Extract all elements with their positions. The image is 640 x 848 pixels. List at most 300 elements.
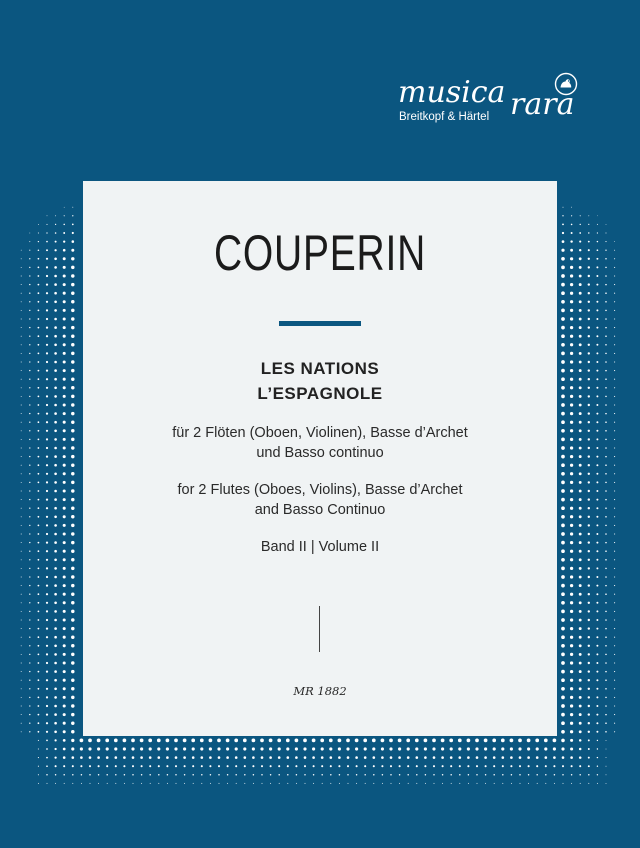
pattern-dot (330, 756, 333, 759)
pattern-dot (485, 783, 486, 784)
pattern-dot (115, 774, 117, 776)
pattern-dot (579, 636, 582, 639)
pattern-dot (71, 395, 74, 398)
pattern-dot (476, 756, 479, 759)
pattern-dot (579, 326, 582, 329)
pattern-dot (484, 756, 487, 759)
pattern-dot (63, 713, 66, 716)
pattern-dot (561, 472, 565, 476)
pattern-dot (570, 730, 573, 733)
pattern-dot (123, 756, 126, 759)
pattern-dot (38, 628, 40, 630)
pattern-dot (131, 739, 135, 743)
pattern-dot (54, 481, 57, 484)
pattern-dot (54, 662, 57, 665)
pattern-dot (459, 774, 461, 776)
pattern-dot (21, 645, 22, 646)
pattern-dot (570, 627, 573, 630)
pattern-dot (63, 730, 66, 733)
pattern-dot (21, 620, 22, 621)
pattern-dot (614, 499, 615, 500)
pattern-dot (561, 266, 565, 270)
pattern-dot (579, 533, 582, 536)
pattern-dot (29, 688, 30, 689)
pattern-dot (21, 284, 22, 285)
pattern-dot (579, 421, 582, 424)
pattern-dot (55, 232, 57, 234)
pattern-dot (21, 577, 22, 578)
pattern-dot (579, 593, 582, 596)
pattern-dot (407, 756, 410, 759)
pattern-dot (21, 413, 22, 414)
pattern-dot (46, 542, 48, 544)
pattern-dot (606, 783, 607, 784)
pattern-dot (381, 765, 383, 767)
pattern-dot (71, 283, 74, 286)
pattern-dot (21, 379, 22, 380)
pattern-dot (29, 723, 30, 724)
pattern-dot (63, 610, 66, 613)
pattern-dot (132, 774, 134, 776)
pattern-dot (29, 379, 30, 380)
pattern-dot (614, 525, 615, 526)
pattern-dot (356, 765, 358, 767)
pattern-dot (106, 774, 108, 776)
pattern-dot (46, 524, 48, 526)
pattern-dot (21, 542, 22, 543)
pattern-dot (38, 593, 40, 595)
pattern-dot (235, 747, 238, 750)
pattern-dot (295, 765, 297, 767)
pattern-dot (596, 619, 598, 621)
pattern-dot (71, 524, 74, 527)
pattern-dot (614, 508, 615, 509)
pattern-dot (588, 516, 590, 518)
pattern-dot (71, 481, 74, 484)
pattern-dot (570, 335, 573, 338)
pattern-dot (201, 774, 203, 776)
pattern-dot (63, 249, 66, 252)
pattern-dot (98, 783, 99, 784)
pattern-dot (166, 756, 169, 759)
pattern-dot (561, 644, 565, 648)
pattern-dot (528, 774, 530, 776)
pattern-dot (133, 783, 134, 784)
pattern-dot (201, 765, 203, 767)
pattern-dot (166, 765, 168, 767)
pattern-dot (55, 765, 57, 767)
pattern-dot (46, 395, 48, 397)
pattern-dot (21, 482, 22, 483)
pattern-dot (596, 438, 598, 440)
pattern-dot (21, 594, 22, 595)
pattern-dot (278, 765, 280, 767)
pattern-dot (29, 542, 30, 543)
pattern-dot (54, 318, 57, 321)
pattern-dot (71, 412, 74, 415)
pattern-dot (614, 293, 615, 294)
pattern-dot (614, 637, 615, 638)
pattern-dot (605, 361, 607, 363)
pattern-dot (605, 301, 607, 303)
pattern-dot (561, 377, 565, 381)
pattern-dot (63, 360, 66, 363)
pattern-dot (63, 618, 66, 621)
pattern-dot (21, 499, 22, 500)
pattern-dot (46, 413, 48, 415)
pattern-dot (347, 756, 350, 759)
pattern-dot (571, 224, 573, 226)
pattern-dot (148, 739, 152, 743)
pattern-dot (605, 250, 606, 251)
pattern-dot (46, 301, 48, 303)
pattern-dot (588, 722, 590, 724)
pattern-dot (588, 447, 590, 449)
pattern-dot (106, 747, 109, 750)
pattern-dot (561, 661, 565, 665)
pattern-dot (381, 756, 384, 759)
pattern-dot (596, 301, 598, 303)
pattern-dot (596, 473, 598, 475)
pattern-dot (614, 465, 615, 466)
pattern-dot (312, 747, 315, 750)
pattern-dot (588, 481, 590, 483)
pattern-dot (561, 549, 565, 553)
pattern-dot (605, 499, 607, 501)
pattern-dot (605, 705, 607, 707)
pattern-dot (269, 739, 273, 743)
pattern-dot (71, 704, 74, 707)
pattern-dot (390, 774, 392, 776)
pattern-dot (407, 747, 410, 750)
pattern-dot (46, 757, 48, 759)
pattern-dot (570, 472, 573, 475)
pattern-dot (579, 292, 582, 295)
pattern-dot (596, 335, 598, 337)
pattern-dot (614, 551, 615, 552)
pattern-dot (561, 498, 565, 502)
pattern-dot (54, 507, 57, 510)
pattern-dot (596, 430, 598, 432)
pattern-dot (588, 275, 590, 277)
pattern-dot (553, 739, 557, 743)
pattern-dot (510, 747, 513, 750)
pattern-dot (561, 524, 565, 528)
pattern-dot (338, 747, 341, 750)
pattern-dot (579, 369, 582, 372)
pattern-dot (390, 756, 393, 759)
pattern-dot (63, 412, 66, 415)
pattern-dot (570, 429, 573, 432)
pattern-dot (21, 491, 22, 492)
pattern-dot (605, 241, 606, 242)
pattern-dot (46, 232, 47, 233)
pattern-dot (356, 783, 357, 784)
pattern-dot (63, 593, 66, 596)
pattern-dot (71, 498, 74, 501)
pattern-dot (579, 576, 582, 579)
pattern-dot (54, 464, 57, 467)
pattern-dot (115, 756, 118, 759)
pattern-dot (441, 747, 444, 750)
pattern-dot (416, 783, 417, 784)
pattern-dot (605, 525, 607, 527)
pattern-dot (71, 618, 74, 621)
pattern-dot (579, 257, 582, 260)
pattern-dot (605, 654, 607, 656)
pattern-dot (596, 499, 598, 501)
pattern-dot (88, 739, 92, 743)
pattern-dot (605, 568, 607, 570)
pattern-dot (46, 327, 48, 329)
pattern-dot (63, 403, 66, 406)
pattern-dot (81, 774, 83, 776)
pattern-dot (605, 576, 607, 578)
pattern-dot (579, 653, 582, 656)
pattern-dot (614, 361, 615, 362)
pattern-dot (46, 292, 48, 294)
pattern-dot (252, 747, 255, 750)
pattern-dot (46, 722, 48, 724)
pattern-dot (63, 429, 66, 432)
pattern-dot (588, 610, 590, 612)
pattern-dot (46, 421, 48, 423)
pattern-dot (570, 567, 573, 570)
pattern-dot (347, 774, 349, 776)
pattern-dot (227, 774, 229, 776)
pattern-dot (614, 731, 615, 732)
pattern-dot (536, 765, 538, 767)
pattern-dot (408, 783, 409, 784)
pattern-dot (596, 696, 598, 698)
pattern-dot (217, 747, 220, 750)
pattern-dot (614, 430, 615, 431)
pattern-dot (511, 774, 513, 776)
pattern-dot (588, 645, 590, 647)
pattern-dot (579, 662, 582, 665)
pattern-dot (596, 447, 598, 449)
pattern-dot (519, 756, 522, 759)
pattern-dot (579, 627, 582, 630)
pattern-dot (605, 516, 607, 518)
pattern-dot (71, 266, 74, 269)
pattern-dot (286, 747, 289, 750)
pattern-dot (97, 756, 100, 759)
pattern-dot (21, 267, 22, 268)
pattern-dot (21, 336, 22, 337)
pattern-dot (579, 429, 582, 432)
pattern-dot (596, 585, 598, 587)
pattern-dot (38, 499, 40, 501)
pattern-dot (63, 739, 66, 742)
pattern-dot (29, 293, 30, 294)
pattern-dot (29, 585, 30, 586)
pattern-dot (563, 783, 564, 784)
pattern-dot (399, 774, 401, 776)
pattern-dot (451, 783, 452, 784)
pattern-dot (597, 249, 599, 251)
pattern-dot (579, 722, 582, 725)
pattern-dot (561, 343, 565, 347)
pattern-dot (29, 568, 30, 569)
pattern-dot (570, 378, 573, 381)
pattern-dot (210, 774, 212, 776)
pattern-dot (588, 215, 589, 216)
pattern-dot (570, 704, 573, 707)
pattern-dot (579, 756, 582, 759)
pattern-dot (63, 257, 66, 260)
pattern-dot (63, 567, 66, 570)
pattern-dot (38, 396, 40, 398)
pattern-dot (527, 739, 531, 743)
pattern-dot (561, 635, 565, 639)
pattern-dot (321, 774, 323, 776)
pattern-dot (192, 747, 195, 750)
pattern-dot (588, 326, 590, 328)
pattern-dot (149, 756, 152, 759)
pattern-dot (54, 412, 57, 415)
pattern-dot (570, 610, 573, 613)
pattern-dot (29, 422, 30, 423)
pattern-dot (570, 524, 573, 527)
pattern-dot (88, 747, 91, 750)
pattern-dot (571, 783, 572, 784)
pattern-dot (21, 663, 22, 664)
pattern-dot (63, 266, 66, 269)
instrumentation-german-line-1: für 2 Flöten (Oboen, Violinen), Basse d’Archet (172, 425, 468, 441)
pattern-dot (200, 747, 203, 750)
pattern-dot (29, 267, 30, 268)
pattern-dot (467, 765, 469, 767)
pattern-dot (605, 439, 607, 441)
pattern-dot (29, 447, 30, 448)
pattern-dot (329, 747, 332, 750)
pattern-dot (570, 352, 573, 355)
pattern-dot (579, 567, 582, 570)
pattern-dot (89, 774, 91, 776)
pattern-dot (484, 747, 487, 750)
pattern-dot (510, 765, 512, 767)
pattern-dot (80, 756, 83, 759)
pattern-dot (21, 456, 22, 457)
pattern-dot (29, 275, 30, 276)
pattern-dot (614, 680, 615, 681)
pattern-dot (415, 747, 418, 750)
pattern-dot (63, 584, 66, 587)
pattern-dot (270, 783, 271, 784)
pattern-dot (21, 688, 22, 689)
pattern-dot (38, 284, 40, 286)
pattern-dot (596, 413, 598, 415)
pattern-dot (21, 516, 22, 517)
pattern-dot (364, 765, 366, 767)
pattern-dot (614, 654, 615, 655)
pattern-dot (570, 498, 573, 501)
pattern-dot (596, 731, 598, 733)
pattern-dot (561, 317, 565, 321)
pattern-dot (579, 584, 582, 587)
pattern-dot (596, 524, 598, 526)
pattern-dot (382, 774, 384, 776)
pattern-dot (433, 765, 435, 767)
pattern-dot (54, 429, 57, 432)
pattern-dot (71, 317, 74, 320)
pattern-dot (588, 387, 590, 389)
pattern-dot (424, 756, 427, 759)
pattern-dot (596, 275, 598, 277)
pattern-dot (561, 532, 565, 536)
title-panel (83, 181, 557, 736)
pattern-dot (399, 765, 401, 767)
pattern-dot (38, 740, 39, 741)
publisher-logo (398, 72, 588, 132)
pattern-dot (21, 611, 22, 612)
pattern-dot (47, 215, 48, 216)
pattern-dot (115, 783, 116, 784)
pattern-dot (200, 739, 204, 743)
pattern-dot (71, 627, 74, 630)
pattern-dot (54, 498, 57, 501)
pattern-dot (588, 283, 590, 285)
pattern-dot (502, 756, 505, 759)
pattern-dot (114, 747, 117, 750)
pattern-dot (63, 317, 66, 320)
pattern-dot (588, 292, 590, 294)
pattern-dot (55, 774, 57, 776)
pattern-dot (295, 739, 299, 743)
pattern-dot (141, 774, 143, 776)
pattern-dot (141, 765, 143, 767)
pattern-dot (570, 438, 573, 441)
pattern-dot (596, 610, 598, 612)
pattern-dot (54, 541, 57, 544)
pattern-dot (63, 292, 66, 295)
pattern-dot (71, 455, 74, 458)
pattern-dot (614, 310, 615, 311)
pattern-dot (561, 395, 565, 399)
pattern-dot (330, 774, 332, 776)
pattern-dot (614, 241, 615, 242)
pattern-dot (398, 756, 401, 759)
pattern-dot (46, 653, 48, 655)
pattern-dot (38, 766, 39, 767)
pattern-dot (253, 774, 255, 776)
pattern-dot (46, 748, 48, 750)
pattern-dot (38, 310, 40, 312)
pattern-dot (29, 516, 30, 517)
pattern-dot (38, 783, 39, 784)
pattern-dot (579, 550, 582, 553)
pattern-dot (21, 396, 22, 397)
pattern-dot (46, 559, 48, 561)
pattern-dot (38, 550, 40, 552)
pattern-dot (71, 360, 74, 363)
pattern-dot (544, 747, 547, 750)
pattern-dot (71, 515, 74, 518)
pattern-dot (596, 387, 598, 389)
pattern-dot (38, 241, 39, 242)
pattern-dot (588, 602, 590, 604)
pattern-dot (528, 783, 529, 784)
pattern-dot (244, 756, 247, 759)
pattern-dot (54, 696, 57, 699)
pattern-dot (588, 224, 589, 225)
pattern-dot (21, 731, 22, 732)
pattern-dot (570, 661, 573, 664)
pattern-dot (570, 644, 573, 647)
pattern-dot (201, 756, 204, 759)
pattern-dot (596, 292, 598, 294)
